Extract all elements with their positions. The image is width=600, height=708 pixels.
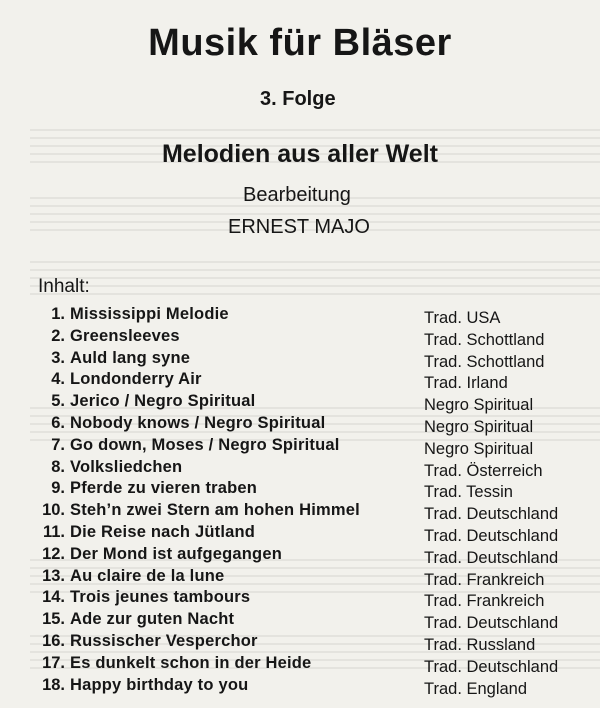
item-origin: Trad. Deutschland bbox=[424, 548, 559, 567]
contents-item bbox=[0, 478, 600, 500]
item-origin: Trad. Irland bbox=[424, 374, 508, 393]
item-title: Nobody knows / Negro Spiritual bbox=[70, 413, 326, 432]
item-origin: Negro Spiritual bbox=[424, 417, 534, 436]
item-origin: Trad. USA bbox=[424, 309, 501, 327]
item-title: Die Reise nach Jütland bbox=[70, 522, 256, 541]
item-origin: Trad. Frankreich bbox=[424, 592, 545, 611]
contents-list bbox=[0, 304, 600, 696]
item-number: 11. bbox=[42, 522, 65, 541]
item-origin: Trad. Frankreich bbox=[424, 570, 545, 589]
item-origin: Trad. Deutschland bbox=[424, 505, 559, 524]
contents-item bbox=[0, 435, 600, 457]
contents-item bbox=[0, 566, 600, 588]
contents-item bbox=[0, 522, 600, 544]
item-number: 15. bbox=[42, 610, 65, 629]
contents-item bbox=[0, 326, 600, 348]
item-title: Russischer Vesperchor bbox=[70, 631, 258, 650]
item-number: 5. bbox=[51, 392, 65, 411]
item-number: 9. bbox=[51, 479, 65, 498]
page-title: Musik für Bläser bbox=[148, 22, 452, 64]
contents-item bbox=[0, 653, 600, 675]
item-title: Londonderry Air bbox=[70, 370, 202, 389]
item-title: Steh’n zwei Stern am hohen Himmel bbox=[70, 501, 360, 520]
item-title: Mississippi Melodie bbox=[70, 305, 229, 323]
item-number: 18. bbox=[42, 675, 65, 694]
contents-item bbox=[0, 500, 600, 522]
contents-item bbox=[0, 413, 600, 435]
contents-item bbox=[0, 369, 600, 391]
item-title: Greensleeves bbox=[70, 326, 180, 345]
contents-heading: Inhalt: bbox=[38, 276, 90, 297]
item-title: Happy birthday to you bbox=[70, 675, 249, 694]
item-origin: Trad. Deutschland bbox=[424, 526, 559, 545]
arranger-name: ERNEST MAJO bbox=[228, 216, 370, 238]
contents-item bbox=[0, 457, 600, 479]
item-origin: Trad. Tessin bbox=[424, 483, 513, 502]
item-title: Go down, Moses / Negro Spiritual bbox=[70, 435, 340, 454]
item-number: 13. bbox=[42, 566, 65, 585]
item-origin: Trad. Schottland bbox=[424, 330, 545, 349]
item-number: 17. bbox=[42, 653, 65, 672]
item-number: 2. bbox=[51, 326, 65, 345]
item-title: Jerico / Negro Spiritual bbox=[70, 392, 256, 411]
contents-item bbox=[0, 631, 600, 653]
contents-item bbox=[0, 304, 600, 326]
contents-item bbox=[0, 587, 600, 609]
item-number: 6. bbox=[51, 413, 65, 432]
item-number: 8. bbox=[51, 457, 65, 476]
item-title: Ade zur guten Nacht bbox=[70, 610, 235, 629]
item-number: 3. bbox=[51, 348, 65, 367]
item-number: 1. bbox=[51, 305, 65, 323]
item-origin: Trad. England bbox=[424, 679, 528, 698]
series-number: 3. Folge bbox=[260, 88, 336, 110]
contents-item bbox=[0, 544, 600, 566]
item-number: 10. bbox=[42, 501, 65, 520]
contents-item bbox=[0, 391, 600, 413]
contents-item bbox=[0, 675, 600, 697]
item-number: 12. bbox=[42, 544, 65, 563]
contents-item bbox=[0, 609, 600, 631]
item-origin: Trad. Deutschland bbox=[424, 657, 559, 676]
item-title: Au claire de la lune bbox=[70, 566, 225, 585]
item-origin: Negro Spiritual bbox=[424, 439, 534, 458]
item-title: Auld lang syne bbox=[70, 348, 191, 367]
item-origin: Trad. Deutschland bbox=[424, 614, 559, 633]
item-number: 7. bbox=[51, 435, 65, 454]
arrangement-label: Bearbeitung bbox=[243, 184, 351, 206]
item-origin: Trad. Österreich bbox=[424, 461, 543, 480]
contents-item bbox=[0, 348, 600, 370]
item-origin: Trad. Schottland bbox=[424, 352, 545, 371]
item-title: Trois jeunes tambours bbox=[70, 588, 251, 607]
item-number: 16. bbox=[42, 631, 65, 650]
item-origin: Trad. Russland bbox=[424, 635, 536, 654]
item-origin: Negro Spiritual bbox=[424, 396, 534, 415]
item-title: Volksliedchen bbox=[70, 457, 183, 476]
item-title: Der Mond ist aufgegangen bbox=[70, 544, 282, 563]
item-number: 14. bbox=[42, 588, 65, 607]
item-title: Pferde zu vieren traben bbox=[70, 479, 258, 498]
item-title: Es dunkelt schon in der Heide bbox=[70, 653, 312, 672]
item-number: 4. bbox=[51, 370, 65, 389]
collection-subtitle: Melodien aus aller Welt bbox=[161, 140, 438, 168]
